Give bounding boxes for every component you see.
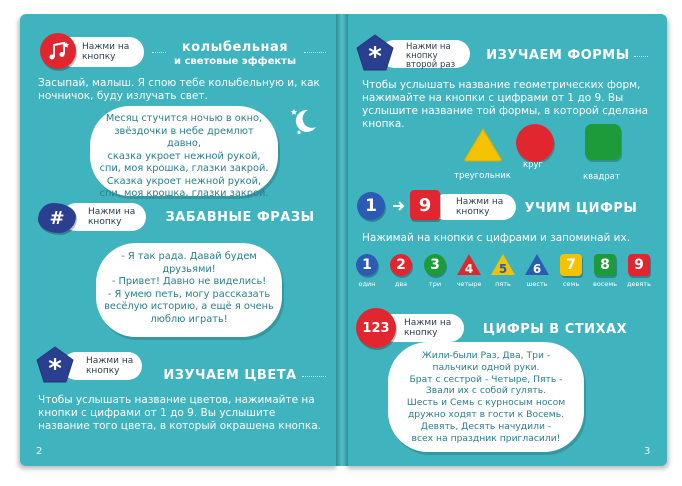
lullaby-intro: Засыпай, малыш. Я спою тебе колыбельную и, как ночничок, буду излучать свет. [38, 77, 320, 102]
number-button-label: два [394, 280, 408, 288]
example-digit-1-button[interactable]: 1 [357, 192, 385, 220]
poem-line: Месяц стучится ночью в окно, [105, 113, 263, 124]
poems-title: ЦИФРЫ В СТИХАХ [482, 322, 628, 337]
asterisk-pentagon-icon[interactable] [34, 344, 76, 386]
phrase-line: - Привет! Давно не виделись! [111, 276, 267, 287]
lullaby-title-line2: и световые эффекты [173, 56, 296, 67]
phrase-line: друзьями! [162, 263, 216, 275]
numbers-pill-label: Нажми на кнопку [456, 197, 504, 217]
page-number-left: 2 [36, 446, 43, 457]
number-button-digit: 6 [532, 262, 542, 276]
number-button-label: один [358, 280, 376, 288]
number-button-label: три [428, 280, 442, 288]
numbers-text: Нажимай на кнопки с цифрами и запоминай их. [362, 232, 631, 244]
colors-text: Чтобы услышать название цветов, нажимайте на кнопки с цифрами от 1 до 9. Вы услышите название того цвета, в который окрашена кнопка. [38, 394, 321, 432]
lullaby-pill-label: Нажми на кнопку [82, 42, 130, 62]
number-button-label: четыре [456, 280, 482, 288]
numbers-123-icon[interactable]: 123 [356, 308, 396, 348]
number-button-label: девять [627, 280, 651, 288]
number-button-3[interactable]: 3 [424, 254, 446, 276]
number-button-7[interactable]: 7 [560, 254, 582, 276]
phrase-line: весёлую историю, а ещё я очень [104, 301, 274, 312]
numbers-title: УЧИМ ЦИФРЫ [524, 201, 638, 216]
hash-icon[interactable]: # [38, 203, 76, 233]
lullaby-title-line1: колыбельная [181, 40, 289, 55]
number-button-label: восемь [592, 280, 618, 288]
arrow-right-icon [392, 200, 406, 212]
shapes-title: ИЗУЧАЕМ ФОРМЫ [486, 48, 630, 63]
colors-title-line [302, 376, 326, 378]
square-shape[interactable] [585, 124, 621, 160]
number-button-4[interactable] [456, 253, 482, 277]
number-button-label: пять [495, 280, 511, 288]
asterisk-glyph: * [48, 354, 62, 384]
number-button-2[interactable]: 2 [390, 254, 412, 276]
colors-pill-label: Нажми на кнопку [86, 356, 134, 376]
number-button-8[interactable]: 8 [594, 254, 616, 276]
poems-pill-label: Нажми на кнопку [404, 318, 452, 338]
poem-line: дружно ходят в гости к Восемь. [407, 408, 565, 420]
number-button-label: семь [562, 280, 580, 288]
lullaby-title-line-right [304, 52, 326, 54]
phrases-title: ЗАБАВНЫЕ ФРАЗЫ [165, 210, 315, 225]
poem-line: спи, моя крошка, глазки закрой. [99, 188, 269, 199]
number-button-5[interactable] [490, 253, 516, 277]
example-digit-9-button[interactable]: 9 [410, 190, 440, 220]
phrase-line: - Я так рада. Давай будем [121, 251, 257, 262]
shapes-pill-label: Нажми на кнопку второй раз [406, 42, 456, 70]
poem-line: всех на праздник пригласили! [411, 432, 561, 444]
moon-stars-icon [282, 104, 322, 140]
poem-line: Шесть и Семь с курносым носом [406, 397, 566, 409]
circle-shape[interactable] [516, 124, 554, 162]
shape-label-square: квадрат [583, 172, 620, 182]
music-notes-icon-glyph [46, 39, 70, 63]
number-button-9[interactable]: 9 [628, 254, 650, 276]
number-button-6[interactable] [524, 253, 550, 277]
poem-line: Сказка укроет нежной рукой, [106, 175, 262, 187]
poem-line: Брат с сестрой - Четыре, Пять - [409, 373, 563, 385]
phrase-line: - Я умею петь, могу рассказать [107, 288, 271, 300]
poem-line: спи, моя крошка, глазки закрой. [99, 163, 269, 174]
number-button-digit: 5 [498, 262, 508, 276]
shapes-text: Чтобы услышать название геометрических форм, нажимайте на кнопки с цифрами от 1 до 9. Вы услышите название той формы, в которой сделана кнопка. [362, 79, 649, 130]
number-button-digit: 4 [464, 262, 474, 276]
page-number-right: 3 [644, 446, 651, 457]
asterisk-pentagon-icon[interactable] [354, 32, 396, 74]
poem-line: Жили-были Раз, Два, Три - [421, 350, 551, 361]
poem-line: звёздочки в небе дремлют давно, [114, 125, 254, 149]
colors-title: ИЗУЧАЕМ ЦВЕТА [163, 368, 297, 383]
lullaby-title-line-left [152, 52, 166, 54]
poem-line: сказка укроет нежной рукой, [107, 150, 261, 162]
book-spine [336, 14, 348, 466]
poem-line: Звали их с собой гулять. [425, 385, 547, 397]
poem-line: Девять, Десять начудили - [420, 420, 552, 432]
number-button-1[interactable]: 1 [356, 254, 378, 276]
shape-label-circle: круг [523, 160, 544, 170]
shape-label-triangle: треугольник [454, 171, 511, 181]
poem-line: пальчики одной руки. [432, 361, 540, 373]
phrases-pill-label: Нажми на кнопку [88, 207, 136, 227]
poems-text [392, 350, 580, 444]
phrase-line: люблю играть! [150, 313, 228, 325]
shapes-title-line [634, 56, 648, 58]
asterisk-glyph: * [368, 42, 382, 72]
lullaby-poem [96, 113, 272, 201]
number-button-label: шесть [526, 280, 548, 288]
triangle-shape[interactable] [462, 126, 504, 164]
phrases-text [102, 251, 276, 326]
music-notes-icon[interactable] [40, 33, 76, 69]
